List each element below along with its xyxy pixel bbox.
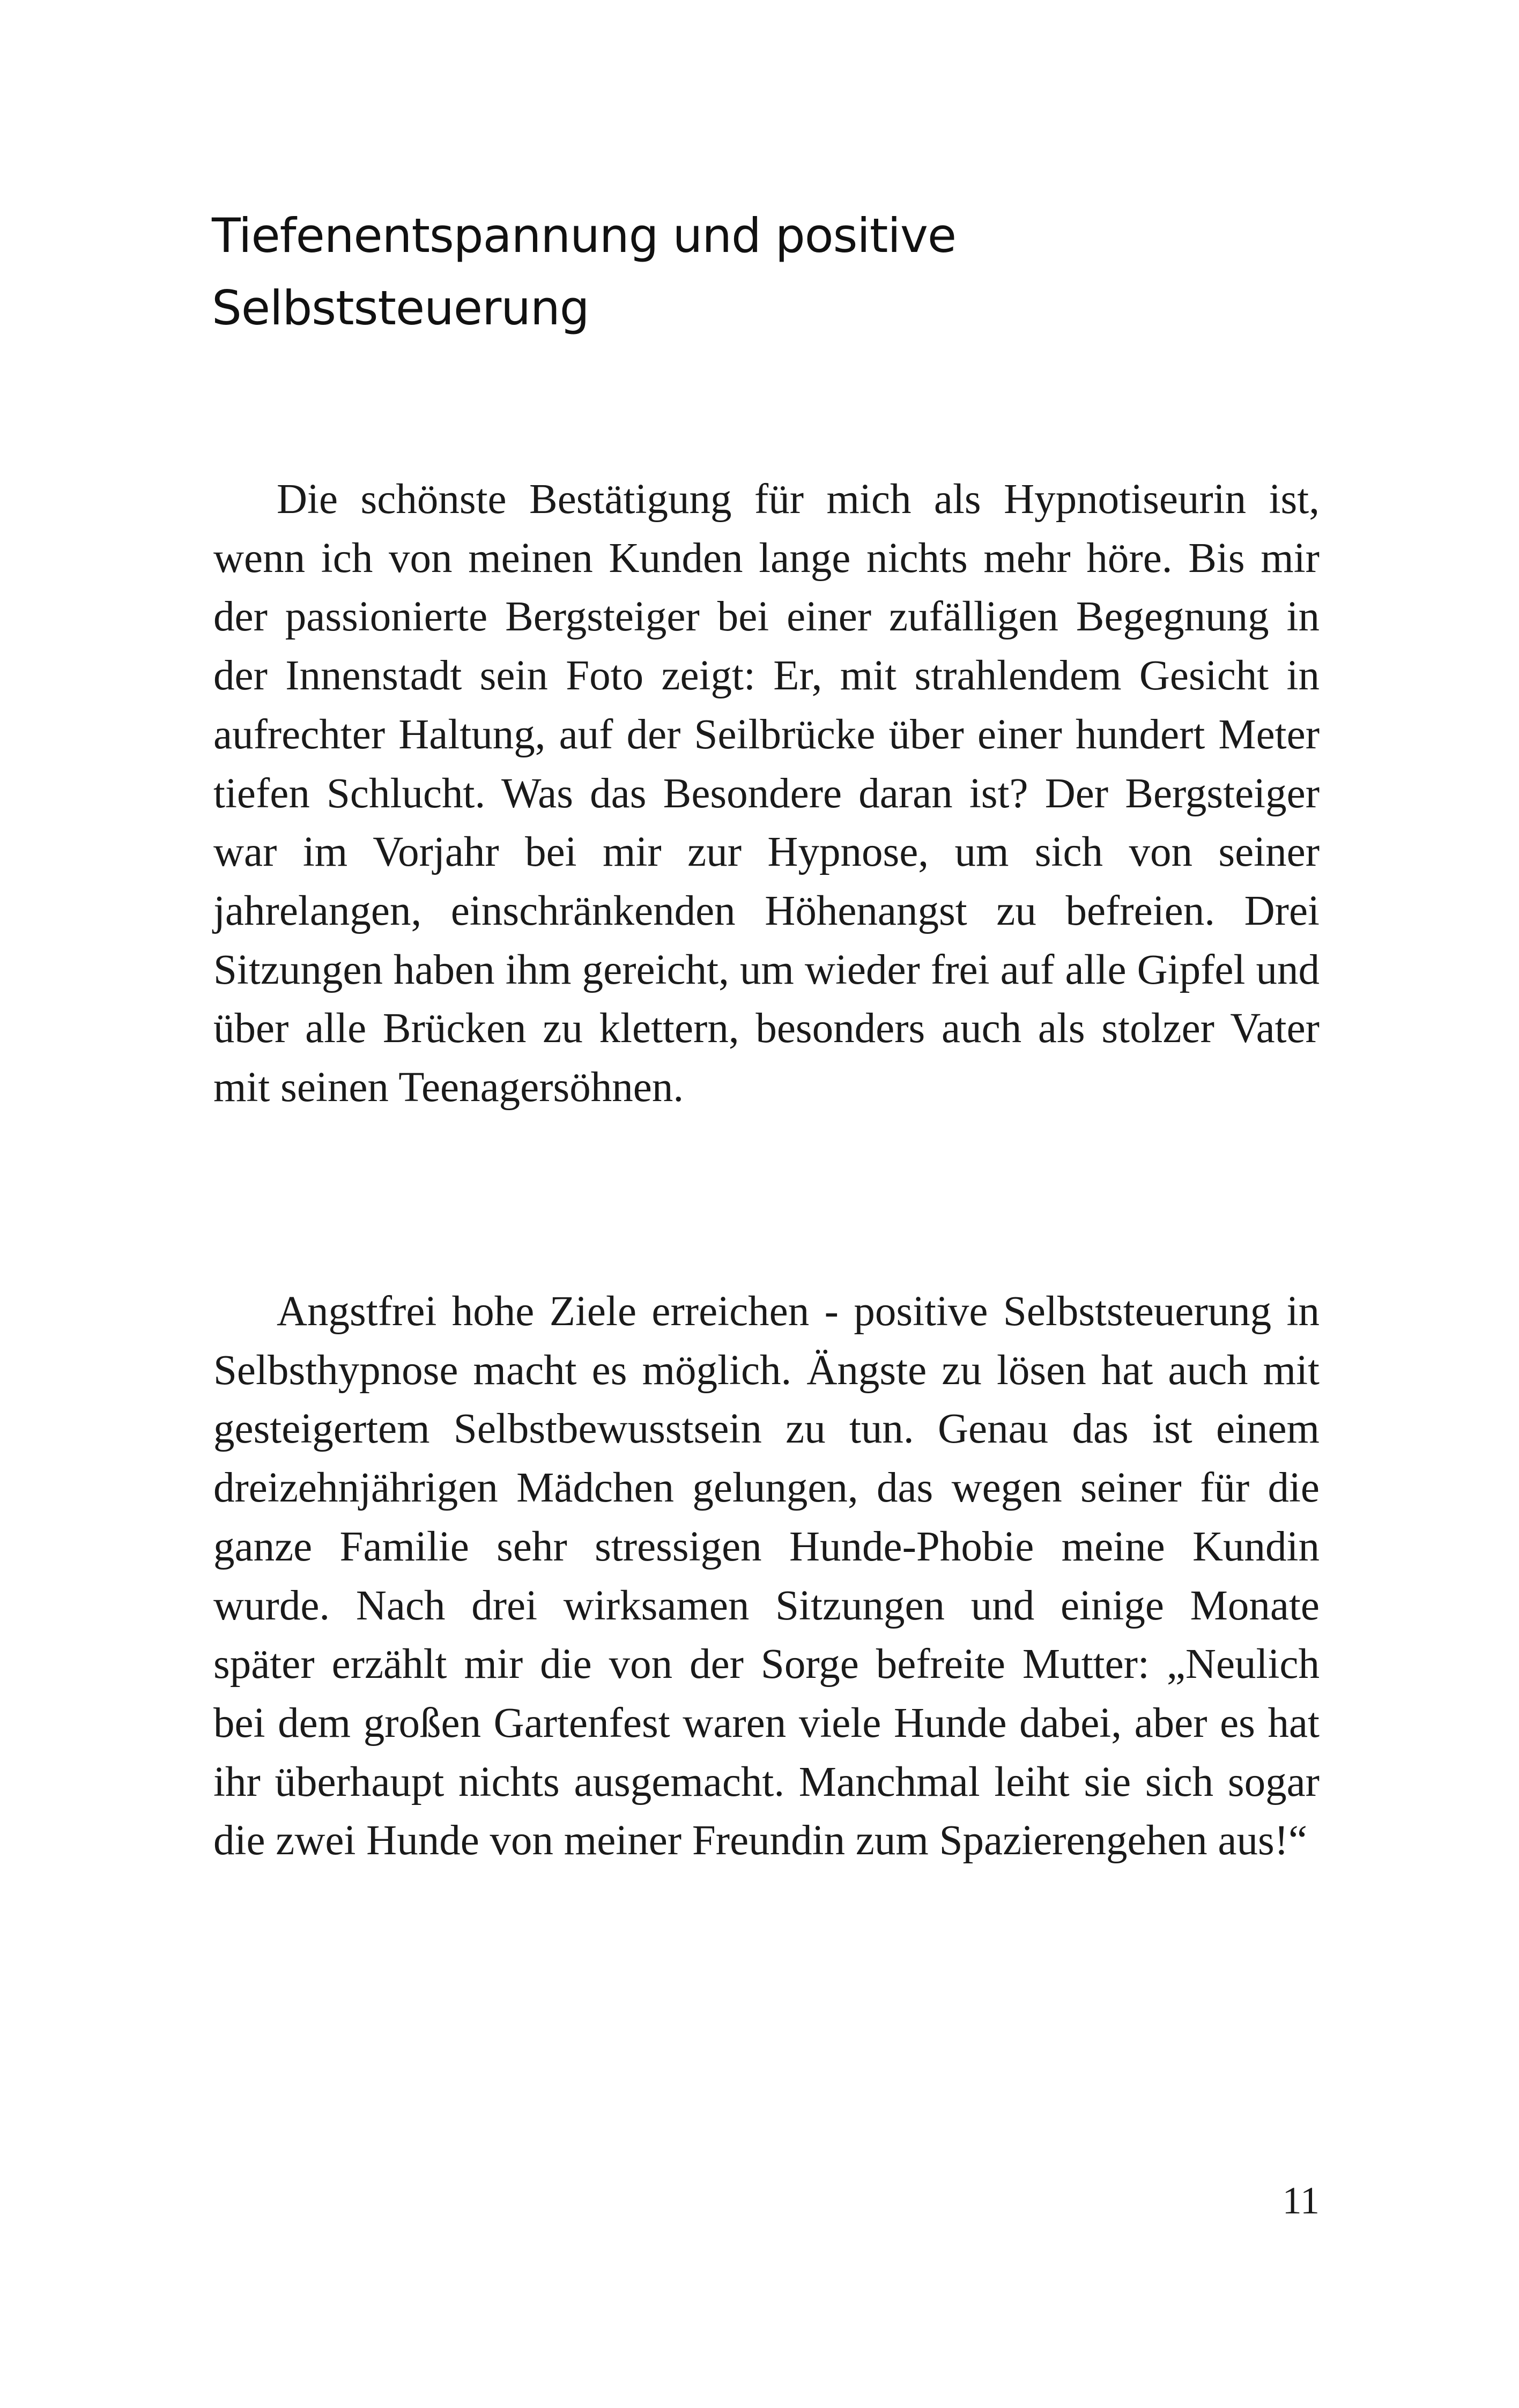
paragraph-block-2: [213, 1282, 1320, 1870]
page-number: 11: [1282, 2179, 1320, 2222]
body-paragraph: Die schönste Bestätigung für mich als Hypnotiseurin ist, wenn ich von meinen Kunden lange nichts mehr höre. Bis mir der passionierte Bergsteiger bei einer zufälligen Begegnung in der Innenstadt sein Foto zeigt: Er, mit strahlendem Gesicht in aufrechter Haltung, auf der Seilbrücke über einer hundert Meter tiefen Schlucht. Was das Besondere daran ist? Der Bergsteiger war im Vorjahr bei mir zur Hypnose, um sich von seiner jahrelangen, einschränkenden Höhenangst zu befreien. Drei Sitzungen haben ihm gereicht, um wieder frei auf alle Gipfel und über alle Brücken zu klettern, besonders auch als stolzer Vater mit seinen Teenagersöhnen.: [213, 476, 1320, 1111]
body-paragraph: Angstfrei hohe Ziele erreichen - positive Selbststeuerung in Selbsthypnose macht es möglich. Ängste zu lösen hat auch mit gesteigertem Selbstbewusstsein zu tun. Genau das ist einem dreizehnjährigen Mädchen gelungen, das wegen seiner für die ganze Familie sehr stressigen Hunde-Phobie meine Kundin wurde. Nach drei wirksamen Sitzungen und einige Monate später erzählt mir die von der Sorge befreite Mutter: „Neulich bei dem großen Gartenfest waren viele Hunde dabei, aber es hat ihr überhaupt nichts ausgemacht. Manchmal leiht sie sich sogar die zwei Hunde von meiner Freundin zum Spazierengehen aus!“: [213, 1288, 1320, 1864]
chapter-heading-line-2: Selbststeuerung: [212, 280, 589, 336]
chapter-heading: [212, 199, 1338, 344]
chapter-heading-line-1: Tiefenentspannung und positive: [212, 208, 957, 263]
paragraph-block-1: [213, 470, 1320, 1117]
